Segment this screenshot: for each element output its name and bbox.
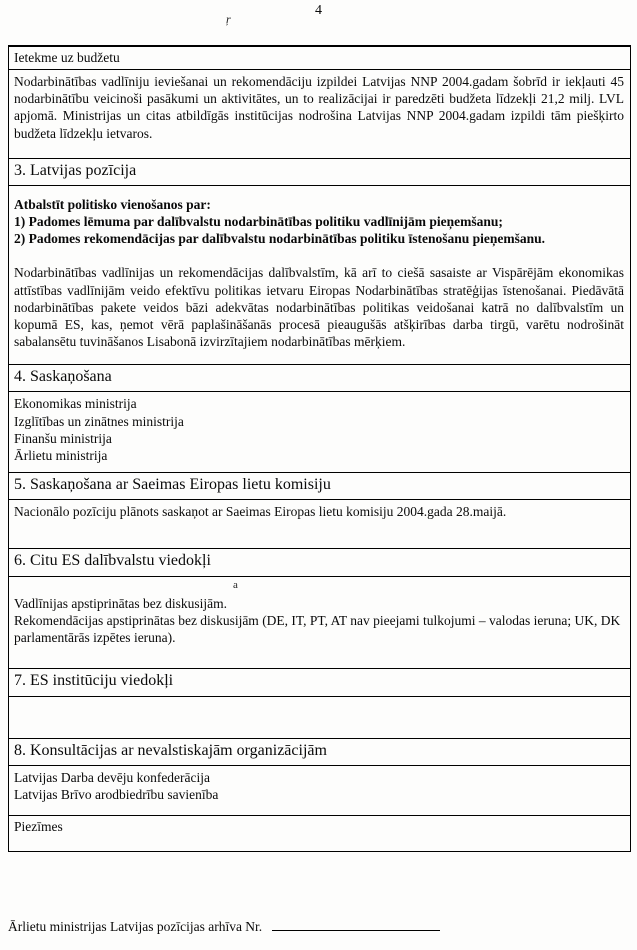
position-intro: Atbalstīt politisko vienošanos par: [14,197,211,213]
section-body-coordination [9,392,630,473]
section-title-budget: Ietekme uz budžetu [9,47,630,70]
position-item-2: 2) Padomes rekomendācijas par dalībvalstu nodarbinātības politiku īstenošanu pieņemšanu. [14,231,545,247]
section-title-saeima: 5. Saskaņošana ar Saeimas Eiropas lietu komisiju [9,473,630,500]
section-title-ngo: 8. Konsultācijas ar nevalstiskajām organizācijām [9,739,630,766]
ngo-line: Latvijas Brīvo arodbiedrību savienība [14,786,219,802]
ministry-line: Izglītības un zinātnes ministrija [14,413,184,429]
ministry-line: Finanšu ministrija [14,430,112,446]
page-number: 4 [315,3,322,18]
section-body-ngo [9,766,630,816]
archive-number-label: Ārlietu ministrijas Latvijas pozīcijas arhīva Nr. [8,919,263,934]
position-item-1: 1) Padomes lēmuma par dalībvalstu nodarbinātības politiku vadlīnijām pieņemšanu; [14,214,503,230]
section-title-position: 3. Latvijas pozīcija [9,159,630,186]
scan-artifact: a [233,578,238,591]
other-states-line-2: Rekomendācijas apstiprinātas bez diskusijām (DE, IT, PT, AT nav pieejami tulkojumi – valodas ieruna; UK, DK parlamentārās izpētes ieruna). [14,612,621,646]
section-title-institutions: 7. ES institūciju viedokļi [9,669,630,696]
scan-artifact: ŗ [226,12,231,26]
archive-number-line [8,917,440,935]
section-body-institutions [9,697,630,739]
section-title-notes: Piezīmes [14,819,63,835]
archive-number-blank-field [272,917,440,931]
position-paragraph: Nodarbinātības vadlīnijas un rekomendācijas dalībvalstīm, kā arī to ciešā sasaiste ar Vispārējām ekonomikas attīstības vadlīnijām veido efektīvu politikas ietvaru Eiropas Nodarbinātības stratēģijas īstenošanai. Piedāvātā nodarbinātības pakete veidos bāzi adekvātas nodarbinātības politikas veidošanai katrā no dalībvalstīm un kopumā ES, kas, ņemot vērā paplašināšanās procesā pieaugušās atšķirības darba tirgū, varētu nodrošināt sabalansētu tuvināšanos Lisabonā izvirzītajiem nodarbinātības mērķiem. [14,265,624,349]
position-paper-table [8,45,631,852]
section-body-saeima: Nacionālo pozīciju plānots saskaņot ar Saeimas Eiropas lietu komisiju 2004.gada 28.maijā. [9,500,630,549]
section-body-position [9,186,630,365]
ministry-line: Ekonomikas ministrija [14,396,137,412]
ministry-line: Ārlietu ministrija [14,447,108,463]
section-title-other-states: 6. Citu ES dalībvalstu viedokļi [9,549,630,576]
section-body-other-states [9,577,630,669]
other-states-line-1: Vadlīnijas apstiprinātas bez diskusijām. [14,595,227,611]
ngo-line: Latvijas Darba devēju konfederācija [14,769,211,785]
section-title-coordination: 4. Saskaņošana [9,365,630,392]
section-body-budget: Nodarbinātības vadlīniju ieviešanai un rekomendāciju izpildei Latvijas NNP 2004.gadam šobrīd ir iekļauti 45 nodarbinātību veicinoši pasākumi un aktivitātes, un to realizācijai ir paredzēti budžeta līdzekļi 21,2 milj. LVL apjomā. Ministrijas un citas atbildīgās institūcijas nodrošina Latvijas NNP 2004.gadam izpildi tām piešķirto budžeta līdzekļu ietvaros. [9,70,630,159]
